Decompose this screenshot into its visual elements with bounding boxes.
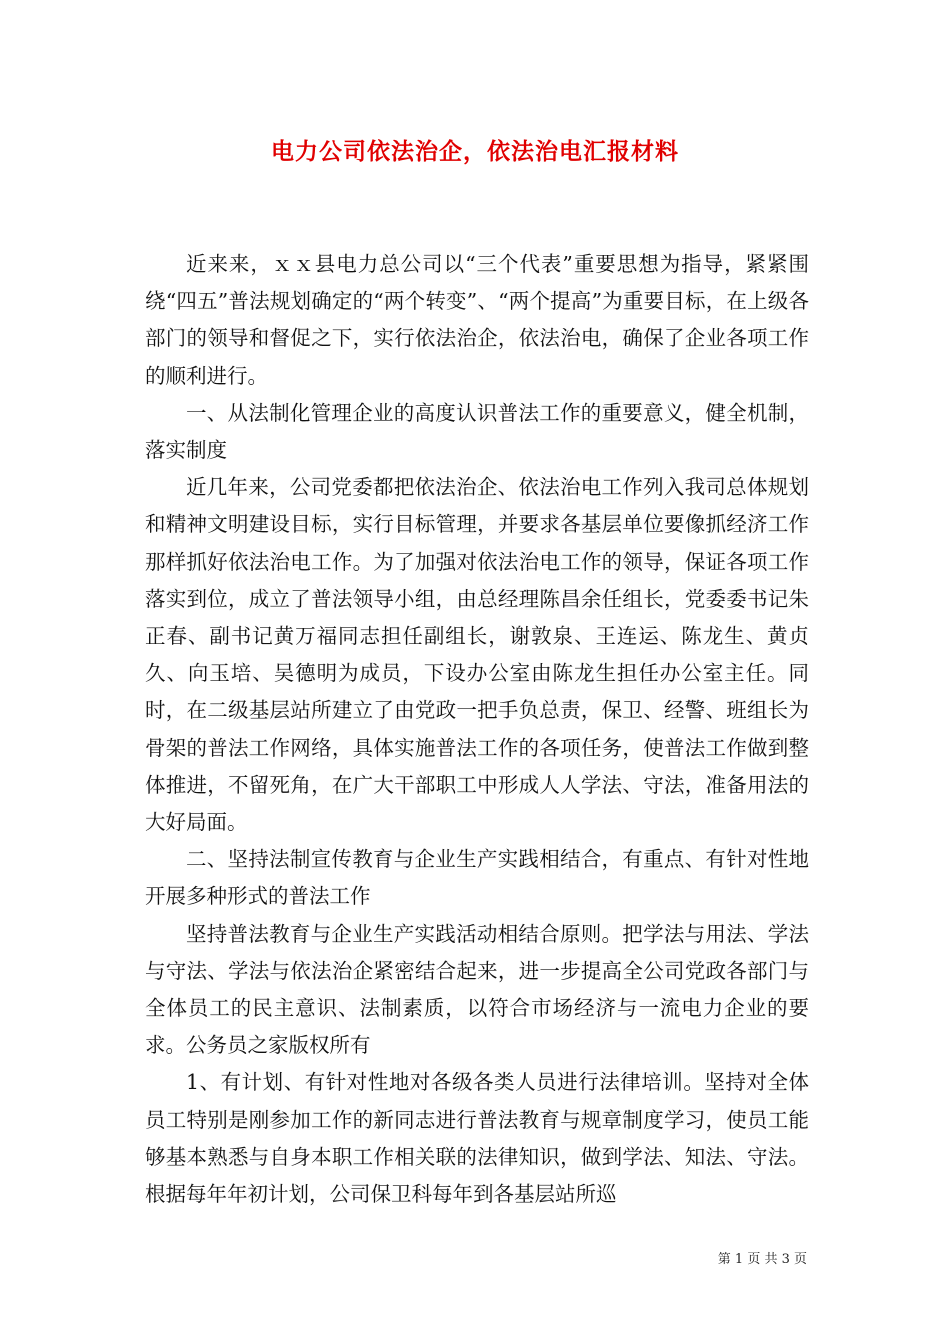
section-heading-2: 二、坚持法制宣传教育与企业生产实践相结合，有重点、有针对性地开展多种形式的普法工作: [145, 847, 809, 909]
paragraph-section-2: 坚持普法教育与企业生产实践活动相结合原则。把学法与用法、学法与守法、学法与依法治企紧密结合起来，进一步提高全公司党政各部门与全体员工的民主意识、法制素质，以符合市场经济与一流电力企业的要求。公务员之家版权所有: [145, 921, 809, 1058]
document-body: [145, 246, 809, 1213]
paragraph-intro: 近来来，ｘｘ县电力总公司以“三个代表”重要思想为指导，紧紧围绕“四五”普法规划确定的“两个转变”、“两个提高”为重要目标，在上级各部门的领导和督促之下，实行依法治企，依法治电，确保了企业各项工作的顺利进行。: [145, 252, 809, 388]
section-heading-1: 一、从法制化管理企业的高度认识普法工作的重要意义，健全机制，落实制度: [145, 400, 809, 463]
document-title: 电力公司依法治企，依法治电汇报材料: [271, 138, 679, 165]
paragraph-item-1: 1、有计划、有针对性地对各级各类人员进行法律培训。坚持对全体员工特别是刚参加工作的新同志进行普法教育与规章制度学习，使员工能够基本熟悉与自身本职工作相关联的法律知识，做到学法、知法、守法。根据每年年初计划，公司保卫科每年到各基层站所巡: [145, 1070, 809, 1207]
paragraph-section-1: 近几年来，公司党委都把依法治企、依法治电工作列入我司总体规划和精神文明建设目标，实行目标管理，并要求各基层单位要像抓经济工作那样抓好依法治电工作。为了加强对依法治电工作的领导，保证各项工作落实到位，成立了普法领导小组，由总经理陈昌余任组长，党委委书记朱正春、副书记黄万福同志担任副组长，谢敦泉、王连运、陈龙生、黄贞久、向玉培、吴德明为成员，下设办公室由陈龙生担任办公室主任。同时，在二级基层站所建立了由党政一把手负总责，保卫、经警、班组长为骨架的普法工作网络，具体实施普法工作的各项任务，使普法工作做到整体推进，不留死角，在广大干部职工中形成人人学法、守法，准备用法的大好局面。: [145, 475, 809, 835]
page-number-footer: 第 1 页 共 3 页: [717, 1252, 807, 1267]
